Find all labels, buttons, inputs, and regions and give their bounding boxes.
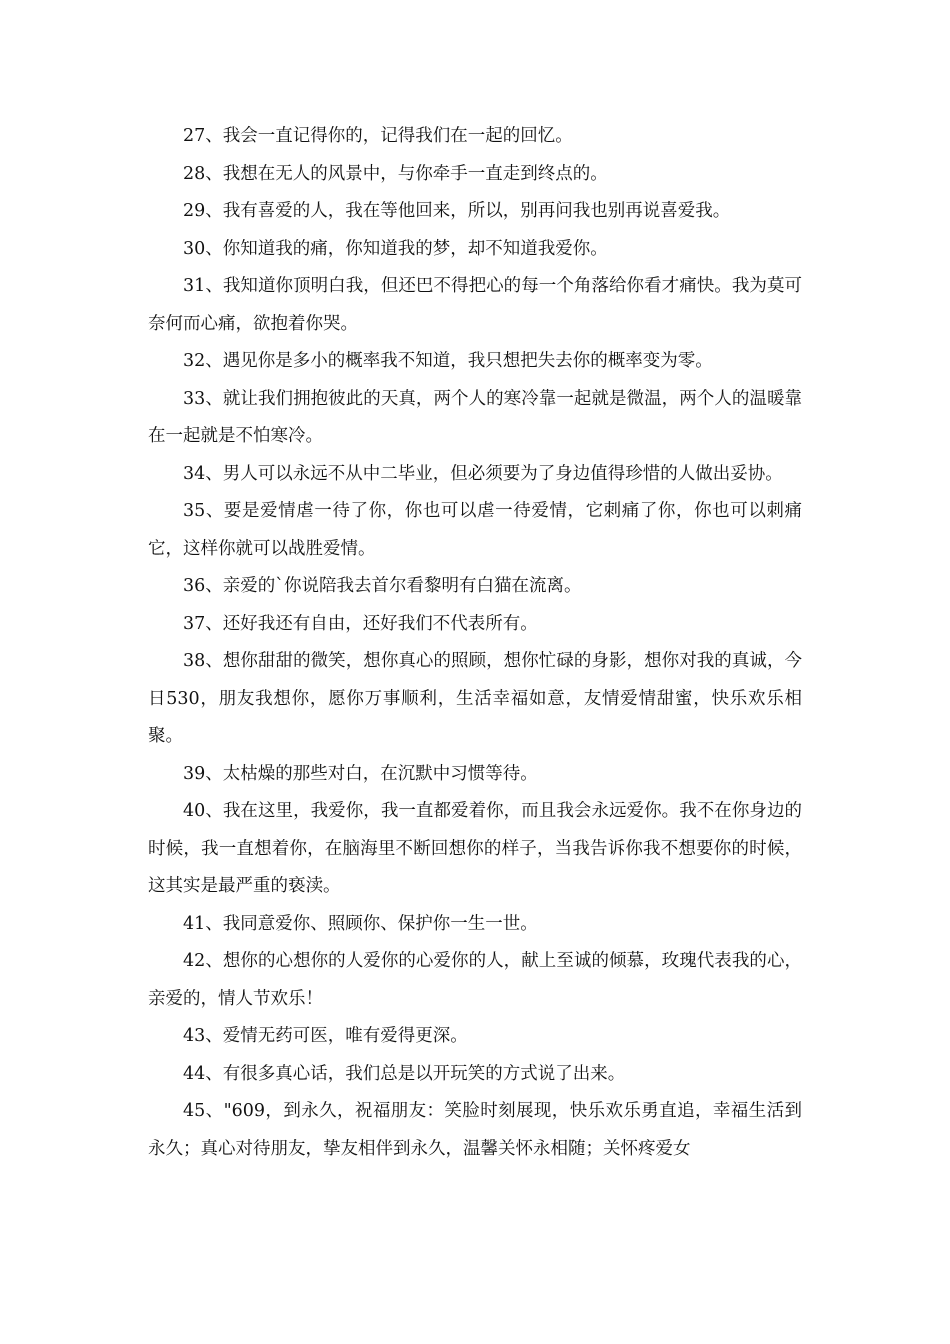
- paragraph-41: 41、我同意爱你、照顾你、保护你一生一世。: [183, 913, 538, 934]
- paragraph-45: 45、"609，到永久，祝福朋友：笑脸时刻展现，快乐欢乐勇直追，幸福生活到永久；真心对待朋友，挚友相伴到永久，温馨关怀永相随；关怀疼爱女: [148, 1101, 802, 1159]
- paragraph-34: 34、男人可以永远不从中二毕业，但必须要为了身边值得珍惜的人做出妥协。: [183, 463, 783, 484]
- paragraph-44: 44、有很多真心话，我们总是以开玩笑的方式说了出来。: [183, 1063, 626, 1084]
- paragraph-35: 35、要是爱情虐一待了你，你也可以虐一待爱情，它刺痛了你，你也可以刺痛它，这样你就可以战胜爱情。: [148, 501, 802, 559]
- paragraph-32: 32、遇见你是多小的概率我不知道，我只想把失去你的概率变为零。: [183, 351, 713, 371]
- paragraph-33: 33、就让我们拥抱彼此的天真，两个人的寒冷靠一起就是微温，两个人的温暖靠在一起就是不怕寒冷。: [148, 388, 802, 446]
- paragraph-29: 29、我有喜爱的人，我在等他回来，所以，别再问我也别再说喜爱我。: [183, 201, 731, 221]
- paragraph-39: 39、太枯燥的那些对白，在沉默中习惯等待。: [183, 763, 538, 784]
- paragraph-31: 31、我知道你顶明白我，但还巴不得把心的每一个角落给你看才痛快。我为莫可奈何而心痛，欲抱着你哭。: [148, 276, 802, 334]
- paragraph-42: 42、想你的心想你的人爱你的心爱你的人，献上至诚的倾慕，玫瑰代表我的心，亲爱的，情人节欢乐！: [148, 951, 802, 1009]
- paragraph-30: 30、你知道我的痛，你知道我的梦，却不知道我爱你。: [183, 238, 608, 259]
- paragraph-37: 37、还好我还有自由，还好我们不代表所有。: [183, 613, 538, 634]
- document-body: [148, 118, 802, 1168]
- paragraph-27: 27、我会一直记得你的，记得我们在一起的回忆。: [183, 126, 573, 146]
- paragraph-28: 28、我想在无人的风景中，与你牵手一直走到终点的。: [183, 163, 608, 184]
- paragraph-43: 43、爱情无药可医，唯有爱得更深。: [183, 1026, 468, 1046]
- paragraph-38: 38、想你甜甜的微笑，想你真心的照顾，想你忙碌的身影，想你对我的真诚，今日530，朋友我想你，愿你万事顺利，生活幸福如意，友情爱情甜蜜，快乐欢乐相聚。: [148, 651, 802, 746]
- paragraph-36: 36、亲爱的`你说陪我去首尔看黎明有白猫在流离。: [183, 576, 582, 596]
- paragraph-40: 40、我在这里，我爱你，我一直都爱着你，而且我会永远爱你。我不在你身边的时候，我一直想着你，在脑海里不断回想你的样子，当我告诉你我不想要你的时候，这其实是最严重的亵渎。: [148, 801, 802, 896]
